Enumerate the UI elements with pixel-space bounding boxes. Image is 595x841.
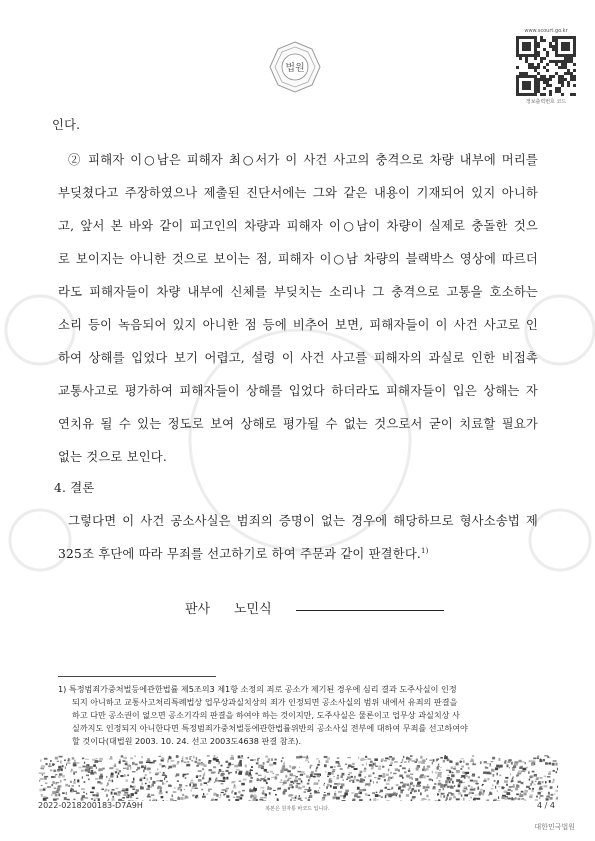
document-id: 2022-0218200183-D7A9H [38,801,143,810]
footer-note: 복본은 원자통 바코드 입니다. [265,806,330,812]
qr-url: www.scourt.go.kr [524,28,568,34]
section-heading: 4. 결론 [54,481,95,495]
body-line: 인다. [52,118,81,132]
footnote-reference[interactable]: 1) [421,546,429,555]
body-line: ② 피해자 이○남은 피해자 최○서가 이 사건 사고의 충격으로 차량 내부에 머리를 [68,153,538,167]
body-line: 부딪쳤다고 주장하였으나 제출된 진단서에는 그와 같은 내용이 기재되어 있지 아니하 [58,186,538,200]
court-seal-icon [268,40,322,94]
footnote-line: 실까지도 인정되지 아니한다면 특정범죄가중처벌등에관한법률위반의 공소사실 전부에 대하여 무죄를 선고하여야 [72,723,468,733]
footnote-line: 되지 아니하고 교통사고처리특례법상 업무상과실치상의 죄가 인정되면 공소사실의 범위 내에서 유죄의 판결을 [72,697,458,707]
body-line: 없는 것으로 보인다. [58,450,167,464]
page-number: 4 / 4 [537,801,555,810]
footnote-line: 하고 다만 공소권이 없으면 공소기각의 판결을 하여야 하는 것이지만, 도주사실은 물론이고 업무상 과실치상 사 [72,710,460,720]
body-line: 소리 등이 녹음되어 있지 아니한 점 등에 비추어 보면, 피해자들이 이 사건 사고로 인 [58,318,538,332]
body-line: 연치유 될 수 있는 정도로 보여 상해로 평가될 수 없는 것으로서 굳이 치료할 필요가 [58,417,538,431]
signature-line [296,610,444,611]
body-line: 라도 피해자들이 차량 내부에 신체를 부딪치는 소리나 그 충격으로 고통을 호소하는 [58,285,538,299]
seal-text: 법원 [285,63,305,74]
conclusion-line-last [58,544,429,562]
footnote-line: 1) 특정범죄가중처벌등에관한법률 제5조의3 제1항 소정의 죄로 공소가 제기된 경우에 심리 결과 도주사실이 인정 [58,684,457,694]
court-name: 대한민국법원 [534,823,575,831]
security-pattern [38,755,558,801]
conclusion-text: 325조 후단에 따라 무죄를 선고하기로 하여 주문과 같이 판결한다. [58,547,422,561]
judge-name: 노민식 [234,602,272,617]
body-line: 하여 상해를 입었다 보기 어렵고, 설령 이 사건 사고를 피해자의 과실로 인한 비접촉 [58,351,538,365]
footnote-line: 할 것이다(대법원 2003. 10. 24. 선고 2003도4638 판결 참조). [72,736,302,746]
qr-caption: 정보출력번호 코드 [525,99,567,105]
body-line: 고, 앞서 본 바와 같이 피고인의 차량과 피해자 이○남이 차량이 실제로 충돌한 것으 [58,219,538,233]
body-line: 로 보이지는 아니한 것으로 보이는 점, 피해자 이○남 차량의 블랙박스 영상에 따르더 [58,252,538,266]
body-line: 교통사고로 평가하여 피해자들이 상해를 입었다 하더라도 피해자들이 입은 상해는 자 [58,384,538,398]
judge-title: 판사 [185,602,211,617]
qr-code-icon [516,36,576,96]
qr-block [508,28,584,105]
footnote-divider [58,676,216,677]
conclusion-line: 그렇다면 이 사건 공소사실은 범죄의 증명이 없는 경우에 해당하므로 형사소송법 제 [68,514,538,528]
